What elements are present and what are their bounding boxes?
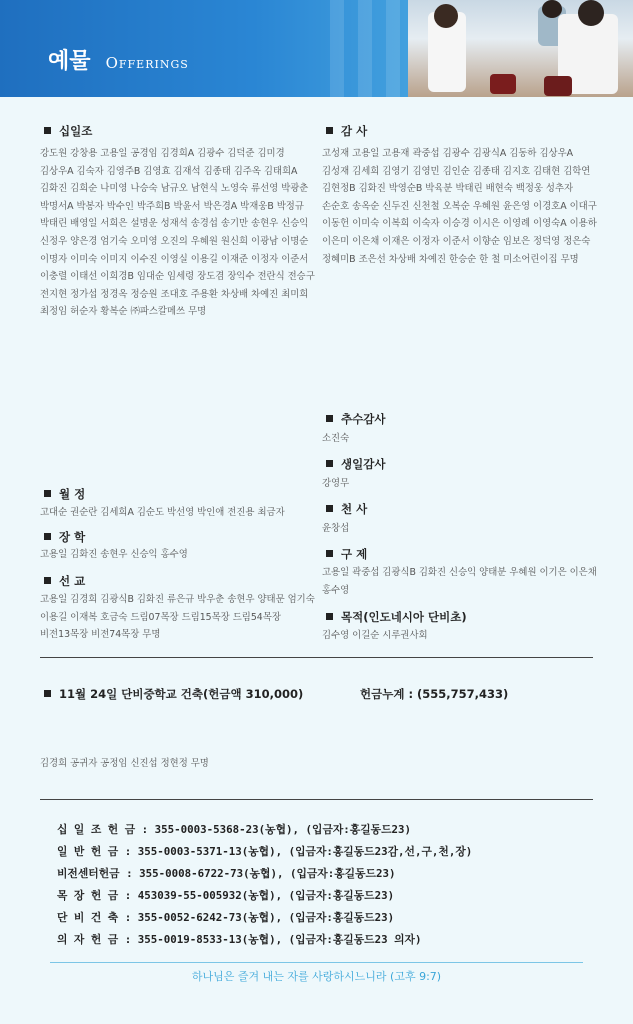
building-names: 김경희 공귀자 공정임 신진섭 정현정 무명 — [40, 758, 209, 769]
birthday-heading: 생일감사 — [326, 456, 385, 472]
banner-pattern — [330, 0, 420, 97]
bullet-square-icon — [326, 127, 333, 134]
account-line: 목 장 헌 금 : 453039-55-005932(농협), (입금자:홍길동드23) — [57, 889, 395, 902]
monthly-names: 고대순 권순란 김세희A 김순도 박선영 박인애 전진용 최금자 — [40, 507, 285, 518]
bullet-square-icon — [326, 550, 333, 557]
scholarship-names: 고용일 김화진 송현우 신승익 홍수영 — [40, 549, 188, 560]
bullet-square-icon — [44, 690, 51, 697]
bullet-square-icon — [326, 415, 333, 422]
account-line: 십 일 조 헌 금 : 355-0003-5368-23(농협), (입금자:홍길동드23) — [57, 823, 412, 836]
bullet-square-icon — [44, 533, 51, 540]
bullet-square-icon — [44, 577, 51, 584]
harvest-names: 소진숙 — [322, 433, 350, 444]
footer-divider — [50, 962, 583, 963]
page-title-english: Offerings — [105, 54, 189, 72]
bullet-square-icon — [44, 127, 51, 134]
birthday-names: 강영무 — [322, 478, 350, 489]
divider — [40, 657, 593, 658]
relief-names: 고용일 곽중섭 김광식B 김화진 신승익 양태분 우혜원 이기은 이은채 홍수영 — [322, 567, 597, 596]
missions-heading: 선 교 — [44, 573, 85, 589]
indonesia-heading: 목적(인도네시아 단비초) — [326, 609, 467, 625]
bullet-square-icon — [326, 613, 333, 620]
building-heading: 11월 24일 단비중학교 건축(헌금액 310,000) — [44, 686, 303, 702]
bullet-square-icon — [326, 460, 333, 467]
missions-names: 고용일 김경희 김광식B 김화진 류은규 박우춘 송현우 양태문 엄기숙 이용길 이재복 호금숙 드림07목장 드림15목장 드림54목장 비전13목장 비전74목장 무명 — [40, 594, 315, 641]
thanks-names: 고성재 고용일 고용재 곽중섭 김광수 김광식A 김동하 김상우A 김성재 김세희 김영기 김영민 김인순 김종태 김지호 김태현 김학연 김현정B 김화진 박영순B 박육분 박태린 배현숙 백정웅 성추자 손순호 송옥순 신두진 신천철 오복순 우혜원 윤은영 이경호A 이대구 이동헌 이미숙 이복희 이숙자 이승경 이시은 이영례 이영숙A 이용하 이은미 이은채 이재은 이정자 이준서 이향순 임보은 정덕영 정은숙 정혜미B 조은선 차상배 차예진 한승순 한 철 미소어린이집 무명 — [322, 148, 597, 265]
tithe-heading: 십일조 — [44, 123, 92, 139]
tithe-names: 강도원 강창용 고용일 공경임 김경희A 김광수 김덕준 김미경 김상우A 김숙자 김영주B 김영효 김재석 김종태 김주옥 김태희A 김화진 김희순 나미영 나승숙 남규오 남현식 노영숙 류선영 박광춘 박명서A 박봉자 박수인 박주희B 박윤서 박은경A 박재웅B 박정규 박태린 배영일 서희은 설명운 성재석 송경섭 송기만 송현우 신승익 신정우 양은경 엄기숙 오미영 오진의 우혜원 원신희 이광남 이명순 이명자 이미숙 이미지 이수진 이영실 이용길 이재준 이정자 이준서 이충렬 이태선 이희경B 임대순 임세령 장도겸 장익수 전란식 전승구 전지현 정가섭 정경옥 정승원 조대호 주용환 차상배 차예진 최미희 최정임 허순자 황복순 ㈜파스칼메쓰 무명 — [40, 148, 315, 318]
account-line: 비전센터헌금 : 355-0008-6722-73(농협), (입금자:홍길동드23) — [57, 867, 396, 880]
page-title-korean: 예물 — [48, 49, 91, 74]
account-line: 일 반 헌 금 : 355-0003-5371-13(농협), (입금자:홍길동드23감,선,구,천,장) — [57, 845, 473, 858]
monthly-heading: 월 정 — [44, 486, 85, 502]
page-title — [48, 44, 189, 75]
scholarship-heading: 장 학 — [44, 529, 85, 545]
account-line: 의 자 헌 금 : 355-0019-8533-13(농협), (입금자:홍길동드23 의자) — [57, 933, 422, 946]
bullet-square-icon — [44, 490, 51, 497]
indonesia-names: 김수영 이길순 시루권사회 — [322, 630, 428, 641]
footer-verse: 하나님은 즐겨 내는 자를 사랑하시느니라 (고후 9:7) — [191, 970, 442, 983]
divider — [40, 799, 593, 800]
header-banner — [0, 0, 633, 97]
account-line: 단 비 건 축 : 355-0052-6242-73(농협), (입금자:홍길동드23) — [57, 911, 395, 924]
worship-photo — [408, 0, 633, 97]
bullet-square-icon — [326, 505, 333, 512]
relief-heading: 구 제 — [326, 546, 367, 562]
thanks-heading: 감 사 — [326, 123, 367, 139]
angel-heading: 천 사 — [326, 501, 367, 517]
harvest-heading: 추수감사 — [326, 411, 385, 427]
building-total: 헌금누계 : (555,757,433) — [360, 687, 509, 701]
angel-names: 윤창섭 — [322, 523, 350, 534]
